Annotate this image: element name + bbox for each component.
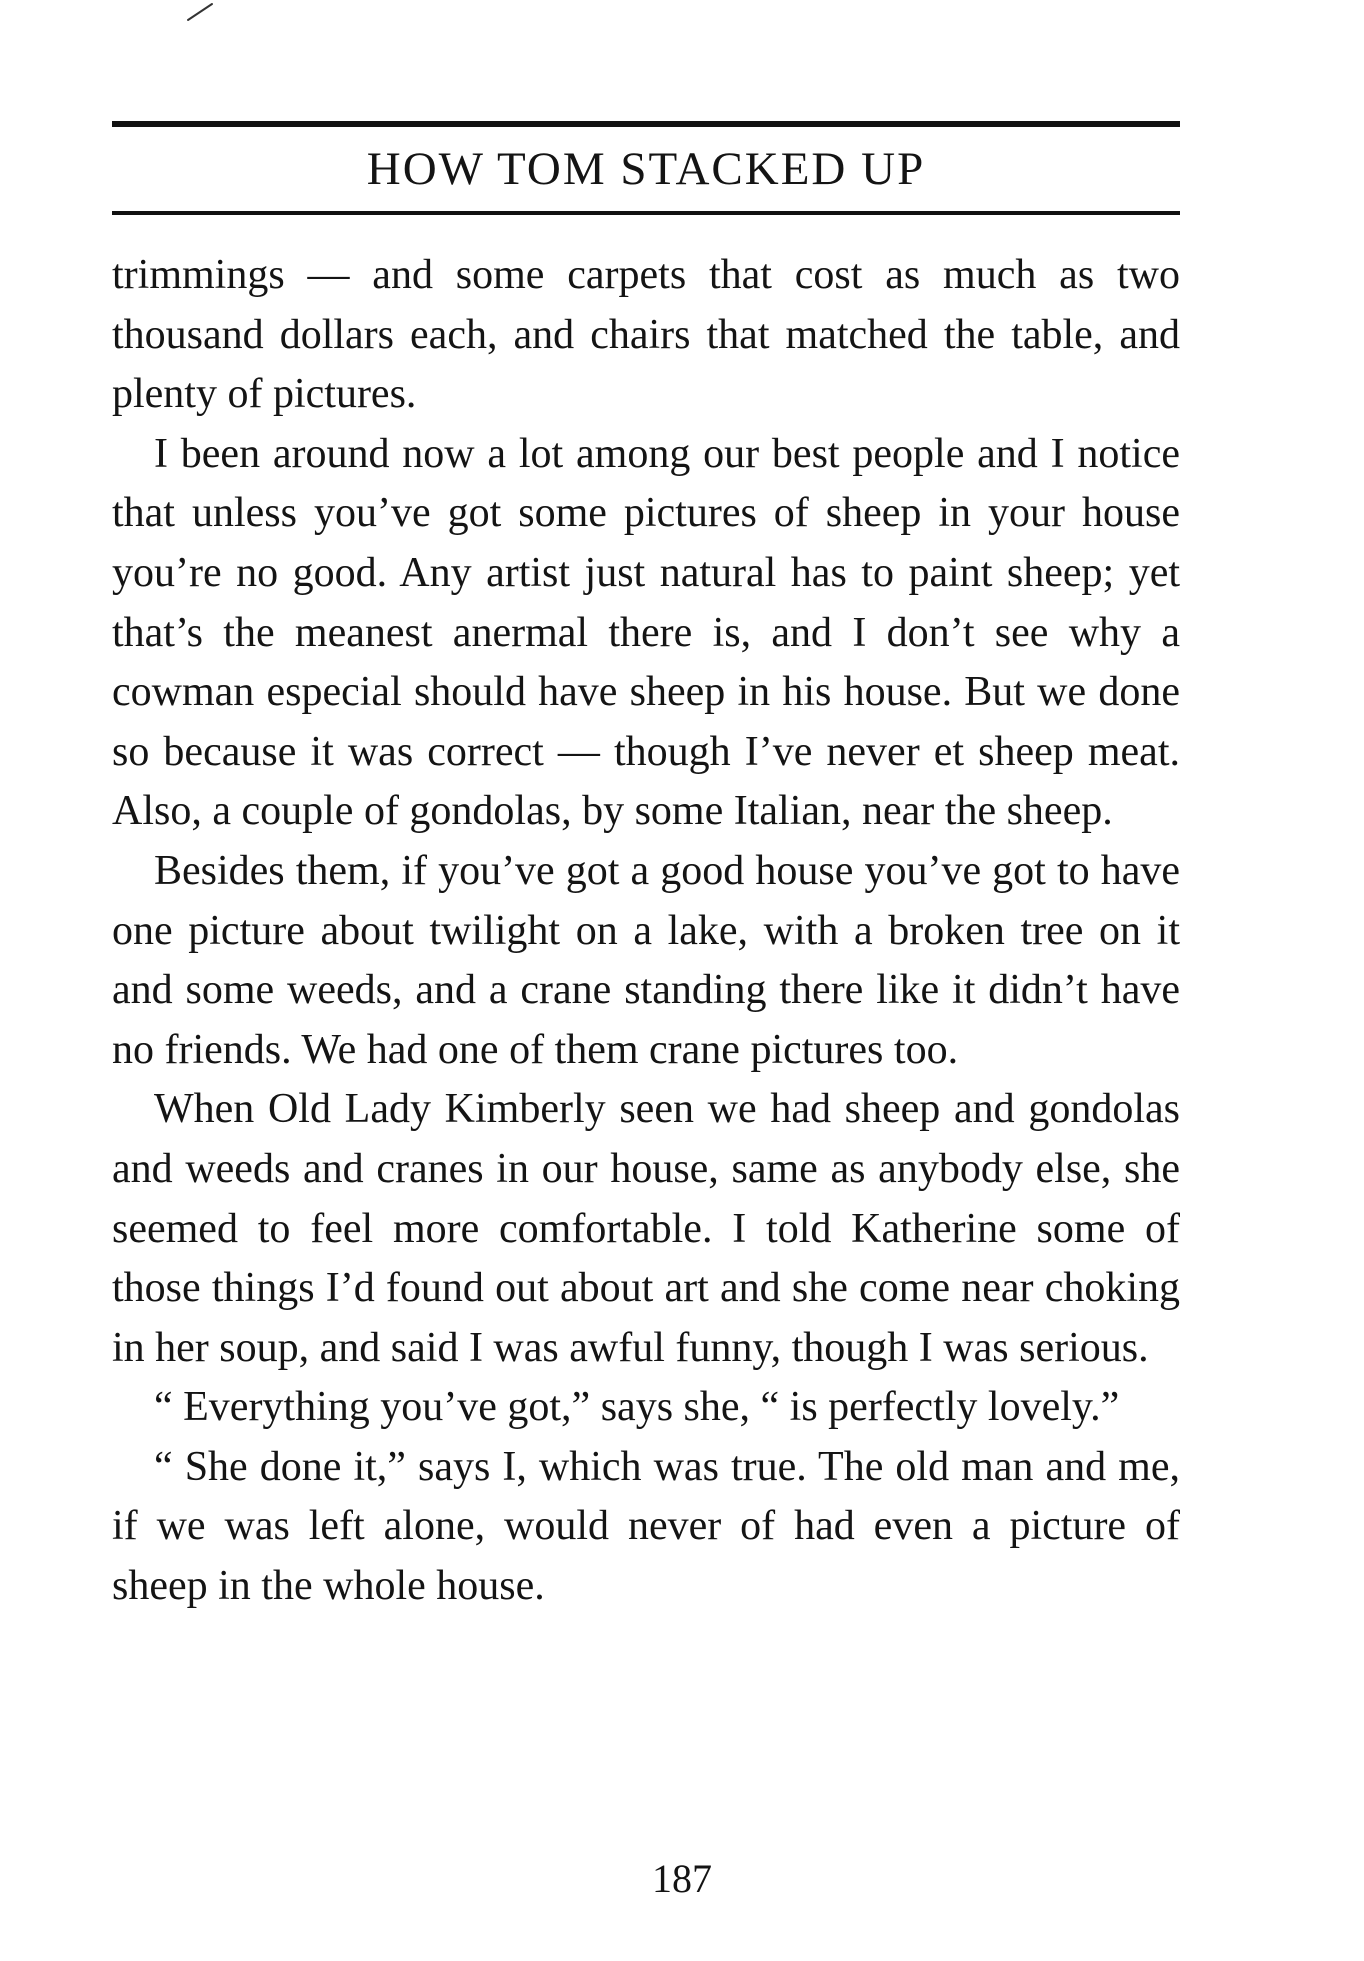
paragraph: trimmings — and some carpets that cost as much as two thousand dollars each, and chairs that matched the table, and plenty of pictures. xyxy=(112,252,1180,418)
paragraph: When Old Lady Kimberly seen we had sheep and gondolas and weeds and cranes in our house, same as anybody else, she seemed to feel more comfortable. I told Katherine some of those things I’d found out about art and she come near choking in her soup, and said I was awful funny, though I was serious. xyxy=(112,1086,1180,1371)
paragraph: “ She done it,” says I, which was true. The old man and me, if we was left alone, would never of had even a picture of sheep in the whole house. xyxy=(112,1443,1180,1610)
pencil-tick-mark xyxy=(186,0,216,24)
paragraph: “ Everything you’ve got,” says she, “ is perfectly lovely.” xyxy=(154,1384,1120,1431)
header-rule-top xyxy=(112,121,1180,127)
running-head: HOW TOM STACKED UP xyxy=(366,143,926,195)
page-number: 187 xyxy=(652,1856,712,1901)
paragraph: I been around now a lot among our best people and I notice that unless you’ve got some pictures of sheep in your house you’re no good. Any artist just natural has to paint sheep; yet that’s the meanest anermal there is, and I don’t see why a cowman especial should have sheep in his house. But we done so because it was correct — though I’ve never et sheep meat. Also, a couple of gondolas, by some Italian, near the sheep. xyxy=(112,430,1180,835)
body-text xyxy=(112,246,1180,1617)
header-rule-bottom xyxy=(112,211,1180,215)
paragraph: Besides them, if you’ve got a good house you’ve got to have one picture about twilight on a lake, with a broken tree on it and some weeds, and a crane standing there like it didn’t have no friends. We had one of them crane pictures too. xyxy=(112,847,1180,1073)
